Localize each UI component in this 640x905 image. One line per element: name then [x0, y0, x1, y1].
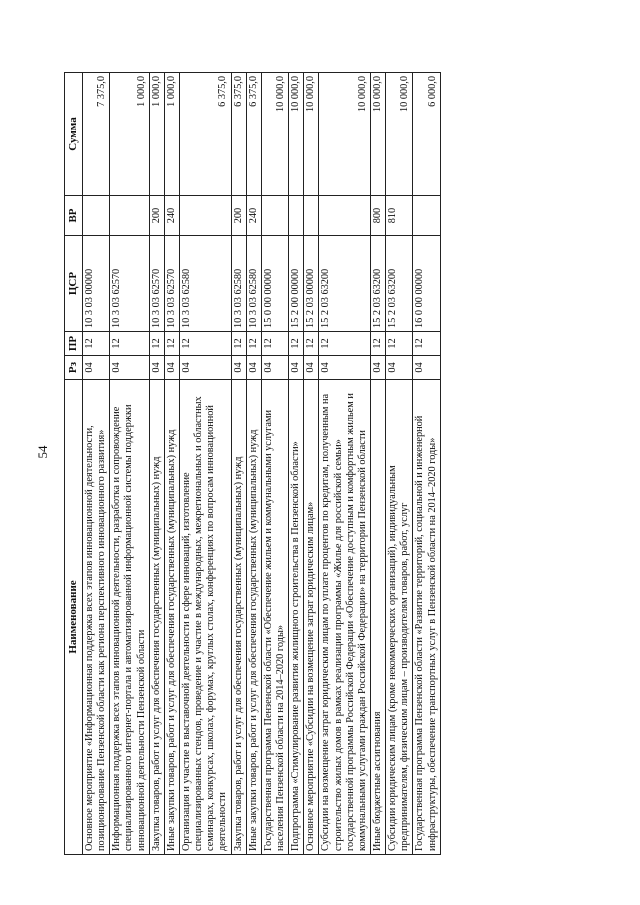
cell-pr: 12: [319, 332, 371, 356]
cell-pr: 12: [304, 332, 319, 356]
table-row: [370, 73, 385, 855]
cell-sum: 1 000,0: [149, 73, 164, 196]
cell-name: Информационная поддержка всех этапов инновационной деятельности, разработка и сопровождение специализированного интернет-портала и автоматизированной информационной системы поддержки инновационной деятельности Пензенской области: [110, 380, 149, 855]
cell-name: Организация и участие в выставочной деятельности в сфере инноваций, изготовление специализированных стендов, проведение и участие в международных, межрегиональных и областных семинарах, конкурсах, школах, форумах, круглых столах, конференциях по вопросам инновационной деятельности: [179, 380, 231, 855]
cell-rz: 04: [386, 356, 413, 380]
cell-rz: 04: [370, 356, 385, 380]
cell-rz: 04: [304, 356, 319, 380]
col-header-csr: ЦСР: [65, 236, 83, 332]
cell-sum: 6 375,0: [246, 73, 261, 196]
cell-sum: 6 375,0: [179, 73, 231, 196]
cell-rz: 04: [261, 356, 288, 380]
cell-sum: 7 375,0: [83, 73, 110, 196]
cell-name: Иные бюджетные ассигнования: [370, 380, 385, 855]
cell-vr: [319, 196, 371, 236]
cell-pr: 12: [386, 332, 413, 356]
cell-vr: 240: [246, 196, 261, 236]
cell-pr: 12: [110, 332, 149, 356]
cell-rz: 04: [110, 356, 149, 380]
cell-vr: [83, 196, 110, 236]
cell-pr: 12: [413, 332, 440, 356]
cell-csr: 10 3 03 62580: [246, 236, 261, 332]
cell-rz: 04: [164, 356, 179, 380]
cell-rz: 04: [149, 356, 164, 380]
cell-vr: 240: [164, 196, 179, 236]
cell-pr: 12: [83, 332, 110, 356]
cell-pr: 12: [231, 332, 246, 356]
cell-rz: 04: [246, 356, 261, 380]
cell-csr: 15 2 03 00000: [304, 236, 319, 332]
cell-name: Государственная программа Пензенской области «Обеспечение жильем и коммунальными услугами населения Пензенской области на 2014–2020 годы»: [261, 380, 288, 855]
cell-sum: 6 375,0: [231, 73, 246, 196]
cell-vr: [261, 196, 288, 236]
cell-vr: 810: [386, 196, 413, 236]
cell-vr: 200: [231, 196, 246, 236]
cell-sum: 1 000,0: [110, 73, 149, 196]
col-header-vr: ВР: [65, 196, 83, 236]
cell-rz: 04: [231, 356, 246, 380]
cell-pr: 12: [164, 332, 179, 356]
cell-rz: 04: [83, 356, 110, 380]
col-header-rz: Рз: [65, 356, 83, 380]
cell-csr: 15 0 00 00000: [261, 236, 288, 332]
table-row: [289, 73, 304, 855]
cell-name: Субсидии юридическим лицам (кроме некоммерческих организаций), индивидуальным предпринимателям, физическим лицам – производителям товаров, работ, услуг: [386, 380, 413, 855]
cell-vr: 800: [370, 196, 385, 236]
cell-rz: 04: [413, 356, 440, 380]
cell-sum: 10 000,0: [261, 73, 288, 196]
table-row: [149, 73, 164, 855]
cell-pr: 12: [289, 332, 304, 356]
cell-csr: 10 3 03 62570: [110, 236, 149, 332]
cell-csr: 15 2 00 00000: [289, 236, 304, 332]
cell-vr: [289, 196, 304, 236]
cell-pr: 12: [370, 332, 385, 356]
table-row: [246, 73, 261, 855]
cell-vr: 200: [149, 196, 164, 236]
cell-rz: 04: [289, 356, 304, 380]
cell-name: Иные закупки товаров, работ и услуг для обеспечения государственных (муниципальных) нужд: [246, 380, 261, 855]
cell-name: Основное мероприятие «Субсидии на возмещение затрат юридическим лицам»: [304, 380, 319, 855]
table-row: [179, 73, 231, 855]
cell-name: Субсидии на возмещение затрат юридическим лицам по уплате процентов по кредитам, полученным на строительство жилых домов в рамках реализации программы «Жилье для российской семьи» государственной программы Российской Федерации «Обеспечение доступным и комфортным жильем и коммунальными услугами граждан Российской Федерации» на территории Пензенской области: [319, 380, 371, 855]
table-row: [164, 73, 179, 855]
cell-vr: [304, 196, 319, 236]
table-row: [83, 73, 110, 855]
budget-table-area: [64, 73, 589, 855]
cell-name: Закупка товаров, работ и услуг для обеспечения государственных (муниципальных) нужд: [149, 380, 164, 855]
cell-csr: 10 3 03 62580: [231, 236, 246, 332]
cell-csr: 15 2 03 63200: [370, 236, 385, 332]
cell-sum: 10 000,0: [289, 73, 304, 196]
cell-pr: 12: [246, 332, 261, 356]
cell-name: Подпрограмма «Стимулирование развития жилищного строительства в Пензенской области»: [289, 380, 304, 855]
cell-pr: 12: [149, 332, 164, 356]
cell-name: Основное мероприятие «Информационная поддержка всех этапов инновационной деятельности, позиционирование Пензенской области как региона перспективного инновационного развития»: [83, 380, 110, 855]
cell-pr: 12: [261, 332, 288, 356]
page-number: 54: [35, 445, 50, 459]
table-row: [110, 73, 149, 855]
cell-rz: 04: [319, 356, 371, 380]
cell-name: Закупка товаров, работ и услуг для обеспечения государственных (муниципальных) нужд: [231, 380, 246, 855]
cell-csr: 10 3 03 62580: [179, 236, 231, 332]
table-row: [413, 73, 440, 855]
cell-name: Иные закупки товаров, работ и услуг для обеспечения государственных (муниципальных) нужд: [164, 380, 179, 855]
cell-sum: 6 000,0: [413, 73, 440, 196]
cell-csr: 15 2 03 63200: [319, 236, 371, 332]
budget-table: [64, 72, 441, 855]
cell-sum: 1 000,0: [164, 73, 179, 196]
cell-pr: 12: [179, 332, 231, 356]
table-header-row: [65, 73, 83, 855]
table-row: [304, 73, 319, 855]
table-row: [231, 73, 246, 855]
table-row: [261, 73, 288, 855]
col-header-name: Наименование: [65, 380, 83, 855]
cell-csr: 10 3 03 62570: [149, 236, 164, 332]
col-header-pr: ПР: [65, 332, 83, 356]
cell-sum: 10 000,0: [386, 73, 413, 196]
col-header-sum: Сумма: [65, 73, 83, 196]
cell-sum: 10 000,0: [304, 73, 319, 196]
cell-csr: 10 3 03 00000: [83, 236, 110, 332]
cell-rz: 04: [179, 356, 231, 380]
cell-vr: [179, 196, 231, 236]
cell-name: Государственная программа Пензенской области «Развитие территорий, социальной и инженерной инфраструктуры, обеспечение транспортных услуг в Пензенской области на 2014–2020 годы»: [413, 380, 440, 855]
cell-vr: [413, 196, 440, 236]
table-row: [319, 73, 371, 855]
cell-csr: 15 2 03 63200: [386, 236, 413, 332]
cell-vr: [110, 196, 149, 236]
cell-sum: 10 000,0: [319, 73, 371, 196]
cell-csr: 16 0 00 00000: [413, 236, 440, 332]
cell-csr: 10 3 03 62570: [164, 236, 179, 332]
cell-sum: 10 000,0: [370, 73, 385, 196]
table-row: [386, 73, 413, 855]
